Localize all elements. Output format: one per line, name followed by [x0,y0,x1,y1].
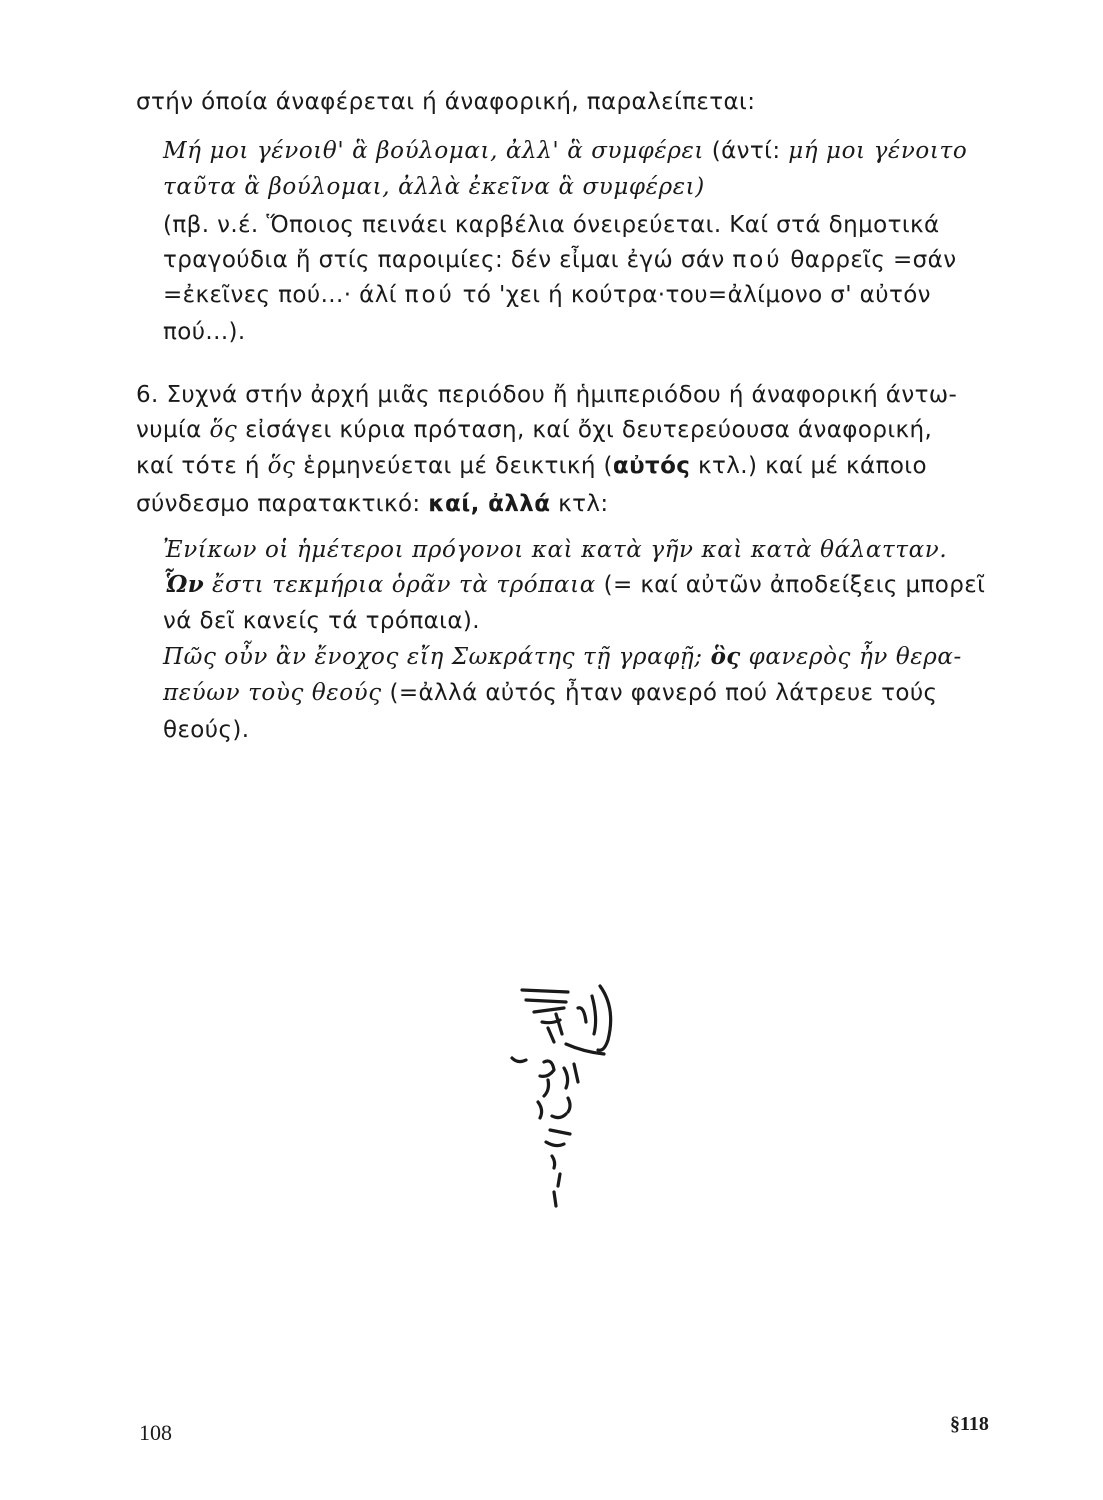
text-line: στήν όποία άναφέρεται ή άναφορική, παραλείπεται: [136,89,756,115]
example-line: ταῦτα ἃ βούλομαι, ἀλλὰ ἐκεῖνα ἃ συμφέρει) [163,174,705,200]
example-line: Ὧν ἔστι τεκμήρια ὁρᾶν τὰ τρόπαια (= καί αὐτῶν ἀποδείξεις μπορεῖ [163,571,986,598]
text-line: νά δεῖ κανείς τά τρόπαια). [163,608,480,634]
text-line: σύνδεσμο παρατακτικό: καί, ἀλλά κτλ: [136,491,609,517]
text-line: θεούς). [163,717,250,743]
example-line: Πῶς οὖν ἂν ἔνοχος εἴη Σωκράτης τῇ γραφῇ; ὃς φανερὸς ἦν θερα- [163,643,962,670]
text-line: (πβ. ν.έ. Ὅποιος πεινάει καρβέλια όνειρεύεται. Καί στά δημοτικά [163,212,940,238]
page-number: 108 [139,1420,172,1445]
section-mark: §118 [950,1413,989,1435]
text-line: καί τότε ή ὅς ἑρμηνεύεται μέ δεικτική (αὐτός κτλ.) καί μέ κάποιο [136,453,927,479]
text-line: 6. Συχνά στήν ἀρχή μιᾶς περιόδου ἤ ἡμιπεριόδου ή άναφορική άντω- [136,382,958,408]
amphora-vignette-icon [508,978,638,1223]
example-line: πεύων τοὺς θεούς (=ἀλλά αὐτός ἦταν φανερό πού λάτρευε τούς [163,680,938,706]
text-line: πού...). [163,319,246,345]
text-line: νυμία ὅς εἰσάγει κύρια πρόταση, καί ὄχι δευτερεύουσα άναφορική, [136,417,933,443]
text-line: =ἐκεῖνες πού...· άλί πού τό 'χει ή κούτρα·του=ἀλίμονο σ' αὐτόν [163,282,931,308]
example-line: Ἐνίκων οἱ ἡμέτεροι πρόγονοι καὶ κατὰ γῆν καὶ κατὰ θάλατταν. [163,537,948,563]
example-line: Μή μοι γένοιθ' ἃ βούλομαι, ἀλλ' ἃ συμφέρει (άντί: μή μοι γένοιτο [163,138,968,164]
text-line: τραγούδια ἤ στίς παροιμίες: δέν εἶμαι ἐγώ σάν πού θαρρεῖς =σάν [163,247,957,273]
